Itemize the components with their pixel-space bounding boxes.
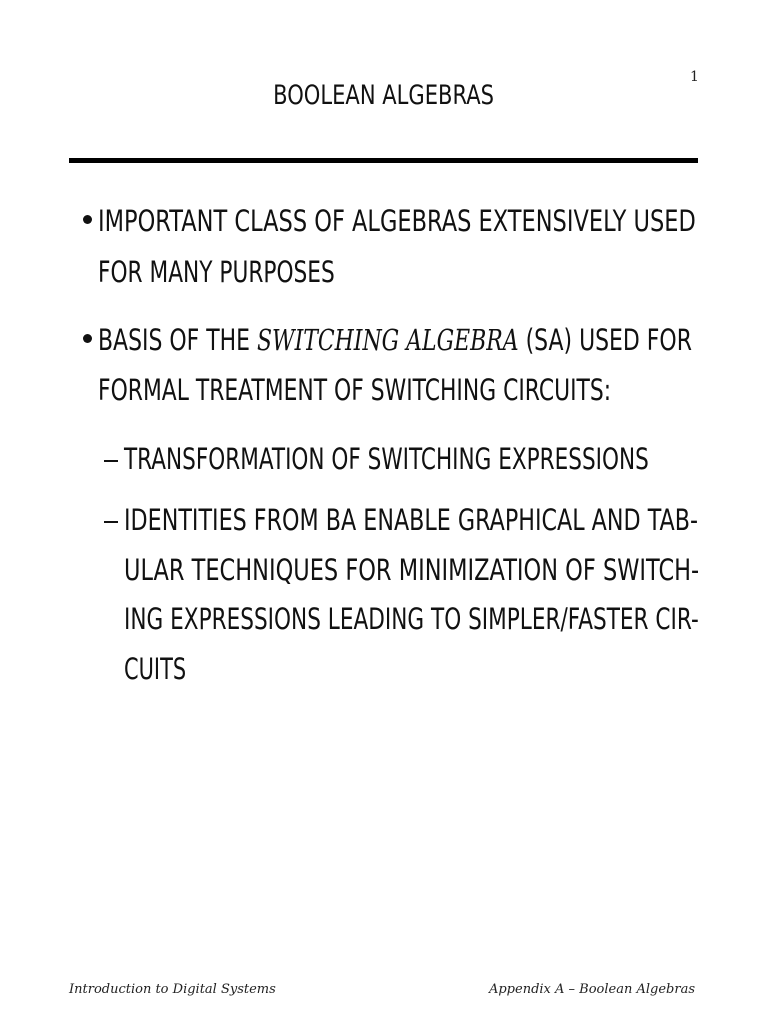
footer-right: Appendix A – Boolean Algebras — [488, 982, 695, 997]
subitem-1-line-1: TRANSFORMATION OF SWITCHING EXPRESSIONS — [124, 442, 649, 476]
bullet-dot — [83, 215, 92, 224]
bullet-2-line-1 — [98, 323, 692, 357]
bullet-1-line-1: IMPORTANT CLASS OF ALGEBRAS EXTENSIVELY USED — [98, 204, 696, 238]
bullet-2-line-2: FORMAL TREATMENT OF SWITCHING CIRCUITS: — [98, 373, 612, 407]
bullet-dot — [83, 334, 92, 343]
bullet-2-text-after: (SA) USED FOR — [525, 323, 692, 357]
subitem-2-line-2: ULAR TECHNIQUES FOR MINIMIZATION OF SWITCH- — [124, 553, 700, 587]
subitem-2-line-3: ING EXPRESSIONS LEADING TO SIMPLER/FASTER CIR- — [124, 602, 699, 636]
subitem-2-line-4: CUITS — [124, 652, 187, 686]
slide-title — [0, 80, 768, 111]
bullet-1-line-2: FOR MANY PURPOSES — [98, 255, 335, 289]
title-rule — [69, 158, 698, 163]
footer-left: Introduction to Digital Systems — [69, 982, 276, 997]
subitem-dash — [104, 521, 118, 523]
slide-title-text: BOOLEAN ALGEBRAS — [273, 80, 495, 111]
bullet-2-emphasis: SWITCHING ALGEBRA — [256, 323, 519, 357]
bullet-2-text-before: BASIS OF THE — [98, 323, 251, 357]
page-number: 1 — [690, 69, 699, 85]
subitem-dash — [104, 460, 118, 462]
subitem-2-line-1: IDENTITIES FROM BA ENABLE GRAPHICAL AND TAB- — [124, 503, 699, 537]
